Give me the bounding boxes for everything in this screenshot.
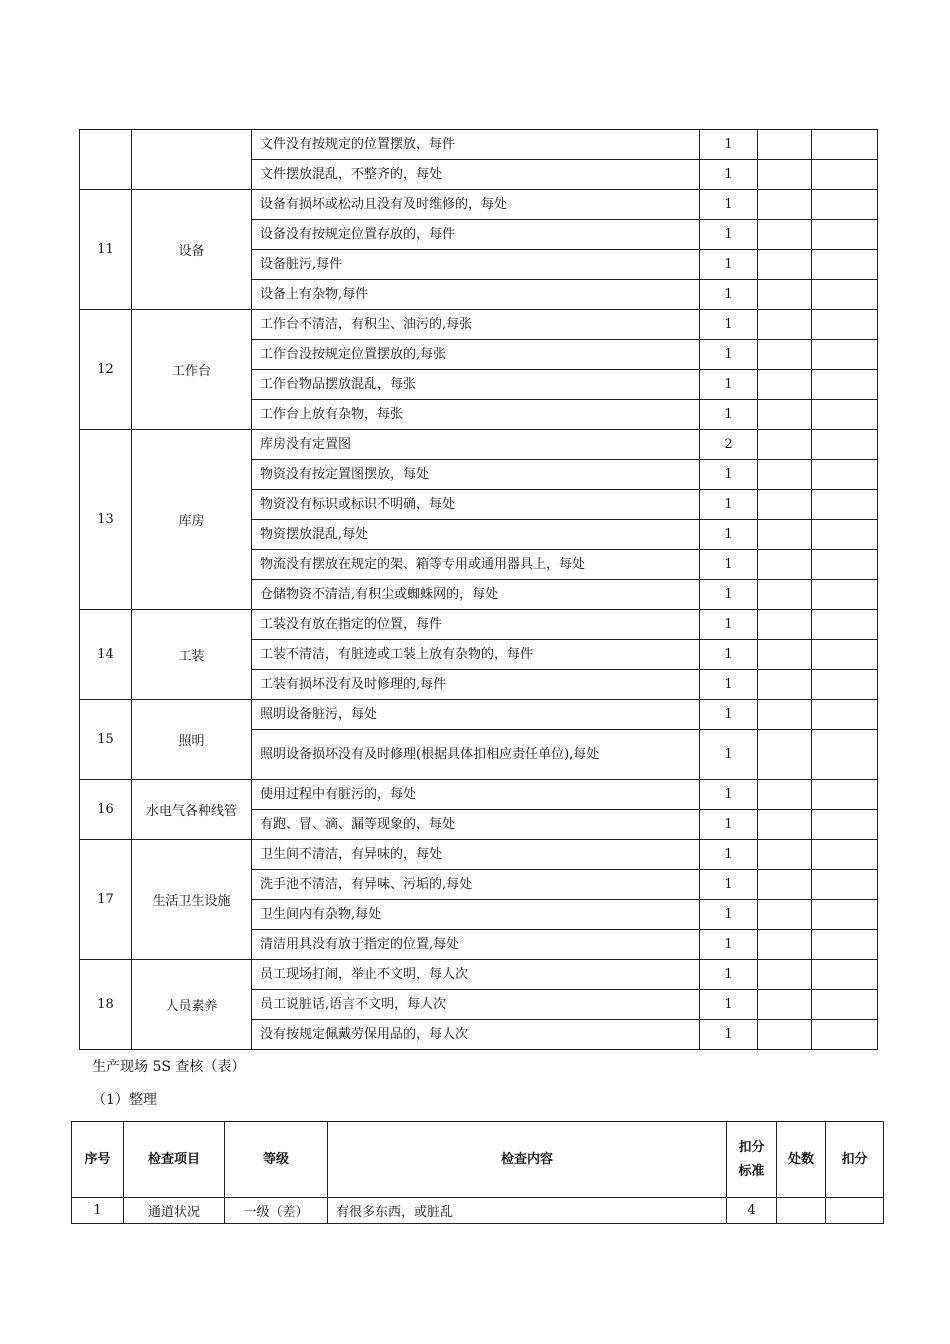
check-content: 工作台不清洁，有积尘、油污的,每张 [252, 310, 700, 340]
deduct-cell [812, 640, 878, 670]
row-item: 通道状况 [124, 1198, 225, 1224]
group-item: 设备 [132, 190, 252, 310]
check-content: 工装不清洁，有脏迹或工装上放有杂物的，每件 [252, 640, 700, 670]
deduct-standard: 1 [700, 730, 758, 780]
count-cell [758, 840, 812, 870]
row-deduct [826, 1198, 884, 1224]
count-cell [758, 930, 812, 960]
count-cell [758, 730, 812, 780]
deduct-standard: 1 [700, 610, 758, 640]
deduct-standard: 1 [700, 700, 758, 730]
deduct-standard: 1 [700, 840, 758, 870]
count-cell [758, 310, 812, 340]
count-cell [758, 520, 812, 550]
group-number: 15 [80, 700, 132, 780]
deduct-standard: 1 [700, 310, 758, 340]
deduct-cell [812, 730, 878, 780]
group-item: 库房 [132, 430, 252, 610]
deduct-cell [812, 900, 878, 930]
deduct-standard: 1 [700, 930, 758, 960]
deduct-cell [812, 520, 878, 550]
header-no: 序号 [72, 1122, 124, 1198]
check-content: 没有按规定佩戴劳保用品的，每人次 [252, 1020, 700, 1050]
table-row [80, 190, 878, 220]
row-no: 1 [72, 1198, 124, 1224]
deduct-cell [812, 1020, 878, 1050]
check-content: 文件没有按规定的位置摆放，每件 [252, 130, 700, 160]
header-standard-line2: 标准 [738, 1163, 765, 1179]
check-content: 仓储物资不清洁,有积尘或蜘蛛网的，每处 [252, 580, 700, 610]
count-cell [758, 580, 812, 610]
group-number: 18 [80, 960, 132, 1050]
table-row [80, 960, 878, 990]
deduct-cell [812, 310, 878, 340]
header-item: 检查项目 [124, 1122, 225, 1198]
deduct-standard: 1 [700, 220, 758, 250]
count-cell [758, 960, 812, 990]
deduct-cell [812, 160, 878, 190]
count-cell [758, 460, 812, 490]
deduct-standard: 1 [700, 780, 758, 810]
header-standard-line1: 扣分 [738, 1139, 765, 1155]
count-cell [758, 250, 812, 280]
group-item [132, 130, 252, 190]
count-cell [758, 640, 812, 670]
check-content: 设备脏污,每件 [252, 250, 700, 280]
check-content: 物流没有摆放在规定的架、箱等专用或通用器具上，每处 [252, 550, 700, 580]
deduct-cell [812, 610, 878, 640]
header-count: 处数 [777, 1122, 826, 1198]
check-content: 使用过程中有脏污的，每处 [252, 780, 700, 810]
count-cell [758, 610, 812, 640]
count-cell [758, 550, 812, 580]
deduct-cell [812, 250, 878, 280]
check-content: 员工现场打闹，举止不文明，每人次 [252, 960, 700, 990]
count-cell [758, 870, 812, 900]
check-content: 库房没有定置图 [252, 430, 700, 460]
deduct-standard: 1 [700, 900, 758, 930]
deduct-standard: 1 [700, 520, 758, 550]
deduct-standard: 1 [700, 810, 758, 840]
deduct-cell [812, 220, 878, 250]
count-cell [758, 370, 812, 400]
deduct-cell [812, 930, 878, 960]
check-content: 照明设备损坏没有及时修理(根据具体扣相应责任单位),每处 [252, 730, 700, 780]
deduct-standard: 1 [700, 990, 758, 1020]
deduct-standard: 1 [700, 490, 758, 520]
check-content: 工作台物品摆放混乱，每张 [252, 370, 700, 400]
check-content: 文件摆放混乱，不整齐的，每处 [252, 160, 700, 190]
deduct-standard: 1 [700, 340, 758, 370]
group-item: 水电气各种线管 [132, 780, 252, 840]
check-content: 物资摆放混乱,每处 [252, 520, 700, 550]
check-content: 员工说脏话,语言不文明，每人次 [252, 990, 700, 1020]
count-cell [758, 490, 812, 520]
table-row [80, 430, 878, 460]
deduct-standard: 1 [700, 870, 758, 900]
deduct-standard: 1 [700, 370, 758, 400]
count-cell [758, 190, 812, 220]
group-item: 工作台 [132, 310, 252, 430]
count-cell [758, 220, 812, 250]
group-number: 12 [80, 310, 132, 430]
deduct-cell [812, 960, 878, 990]
row-count [777, 1198, 826, 1224]
count-cell [758, 340, 812, 370]
section-heading: （1）整理 [92, 1092, 157, 1108]
header-standard [727, 1122, 777, 1198]
deduct-cell [812, 580, 878, 610]
inspection-table-continued [79, 129, 878, 1050]
count-cell [758, 160, 812, 190]
deduct-cell [812, 490, 878, 520]
group-item: 人员素养 [132, 960, 252, 1050]
deduct-cell [812, 990, 878, 1020]
group-item: 工装 [132, 610, 252, 700]
check-content: 洗手池不清洁，有异味、污垢的,每处 [252, 870, 700, 900]
deduct-standard: 1 [700, 400, 758, 430]
group-number [80, 130, 132, 190]
deduct-standard: 1 [700, 250, 758, 280]
check-content: 卫生间内有杂物,每处 [252, 900, 700, 930]
deduct-cell [812, 550, 878, 580]
group-number: 16 [80, 780, 132, 840]
deduct-standard: 2 [700, 430, 758, 460]
deduct-cell [812, 870, 878, 900]
check-content: 照明设备脏污，每处 [252, 700, 700, 730]
deduct-standard: 1 [700, 580, 758, 610]
deduct-standard: 1 [700, 550, 758, 580]
deduct-cell [812, 400, 878, 430]
deduct-standard: 1 [700, 280, 758, 310]
header-deduct: 扣分 [826, 1122, 884, 1198]
group-number: 17 [80, 840, 132, 960]
row-standard: 4 [727, 1198, 777, 1224]
count-cell [758, 430, 812, 460]
count-cell [758, 810, 812, 840]
deduct-standard: 1 [700, 1020, 758, 1050]
count-cell [758, 780, 812, 810]
count-cell [758, 900, 812, 930]
count-cell [758, 400, 812, 430]
count-cell [758, 280, 812, 310]
check-content: 物资没有标识或标识不明确，每处 [252, 490, 700, 520]
deduct-cell [812, 190, 878, 220]
check-content: 设备没有按规定位置存放的，每件 [252, 220, 700, 250]
deduct-standard: 1 [700, 640, 758, 670]
deduct-standard: 1 [700, 460, 758, 490]
header-content: 检查内容 [328, 1122, 727, 1198]
table-row [80, 840, 878, 870]
deduct-cell [812, 130, 878, 160]
table-row [80, 700, 878, 730]
check-content: 工作台没按规定位置摆放的,每张 [252, 340, 700, 370]
check-content: 物资没有按定置图摆放，每处 [252, 460, 700, 490]
row-content: 有很多东西，或脏乱 [328, 1198, 727, 1224]
check-content: 设备上有杂物,每件 [252, 280, 700, 310]
deduct-cell [812, 460, 878, 490]
group-number: 13 [80, 430, 132, 610]
group-number: 11 [80, 190, 132, 310]
deduct-standard: 1 [700, 190, 758, 220]
deduct-standard: 1 [700, 960, 758, 990]
count-cell [758, 130, 812, 160]
table-row [80, 780, 878, 810]
header-level: 等级 [225, 1122, 328, 1198]
deduct-cell [812, 370, 878, 400]
check-content: 卫生间不清洁，有异味的，每处 [252, 840, 700, 870]
group-item: 生活卫生设施 [132, 840, 252, 960]
deduct-cell [812, 670, 878, 700]
check-content: 有跑、冒、滴、漏等现象的，每处 [252, 810, 700, 840]
row-level: 一级（差） [225, 1198, 328, 1224]
table-title: 生产现场 5S 查核（表） [92, 1059, 246, 1075]
deduct-cell [812, 430, 878, 460]
deduct-standard: 1 [700, 160, 758, 190]
group-number: 14 [80, 610, 132, 700]
table-row [80, 610, 878, 640]
check-content: 工装有损坏没有及时修理的,每件 [252, 670, 700, 700]
table-header-row [72, 1122, 884, 1198]
count-cell [758, 670, 812, 700]
table-row [80, 310, 878, 340]
count-cell [758, 1020, 812, 1050]
table-row [80, 130, 878, 160]
check-content: 工装没有放在指定的位置，每件 [252, 610, 700, 640]
check-content: 工作台上放有杂物，每张 [252, 400, 700, 430]
deduct-cell [812, 810, 878, 840]
group-item: 照明 [132, 700, 252, 780]
deduct-standard: 1 [700, 130, 758, 160]
check-content: 清洁用具没有放于指定的位置,每处 [252, 930, 700, 960]
deduct-cell [812, 780, 878, 810]
sort-inspection-table [71, 1121, 884, 1224]
check-content: 设备有损坏或松动且没有及时维修的，每处 [252, 190, 700, 220]
deduct-cell [812, 840, 878, 870]
table-row [72, 1198, 884, 1224]
count-cell [758, 700, 812, 730]
deduct-cell [812, 340, 878, 370]
deduct-cell [812, 700, 878, 730]
deduct-standard: 1 [700, 670, 758, 700]
count-cell [758, 990, 812, 1020]
deduct-cell [812, 280, 878, 310]
